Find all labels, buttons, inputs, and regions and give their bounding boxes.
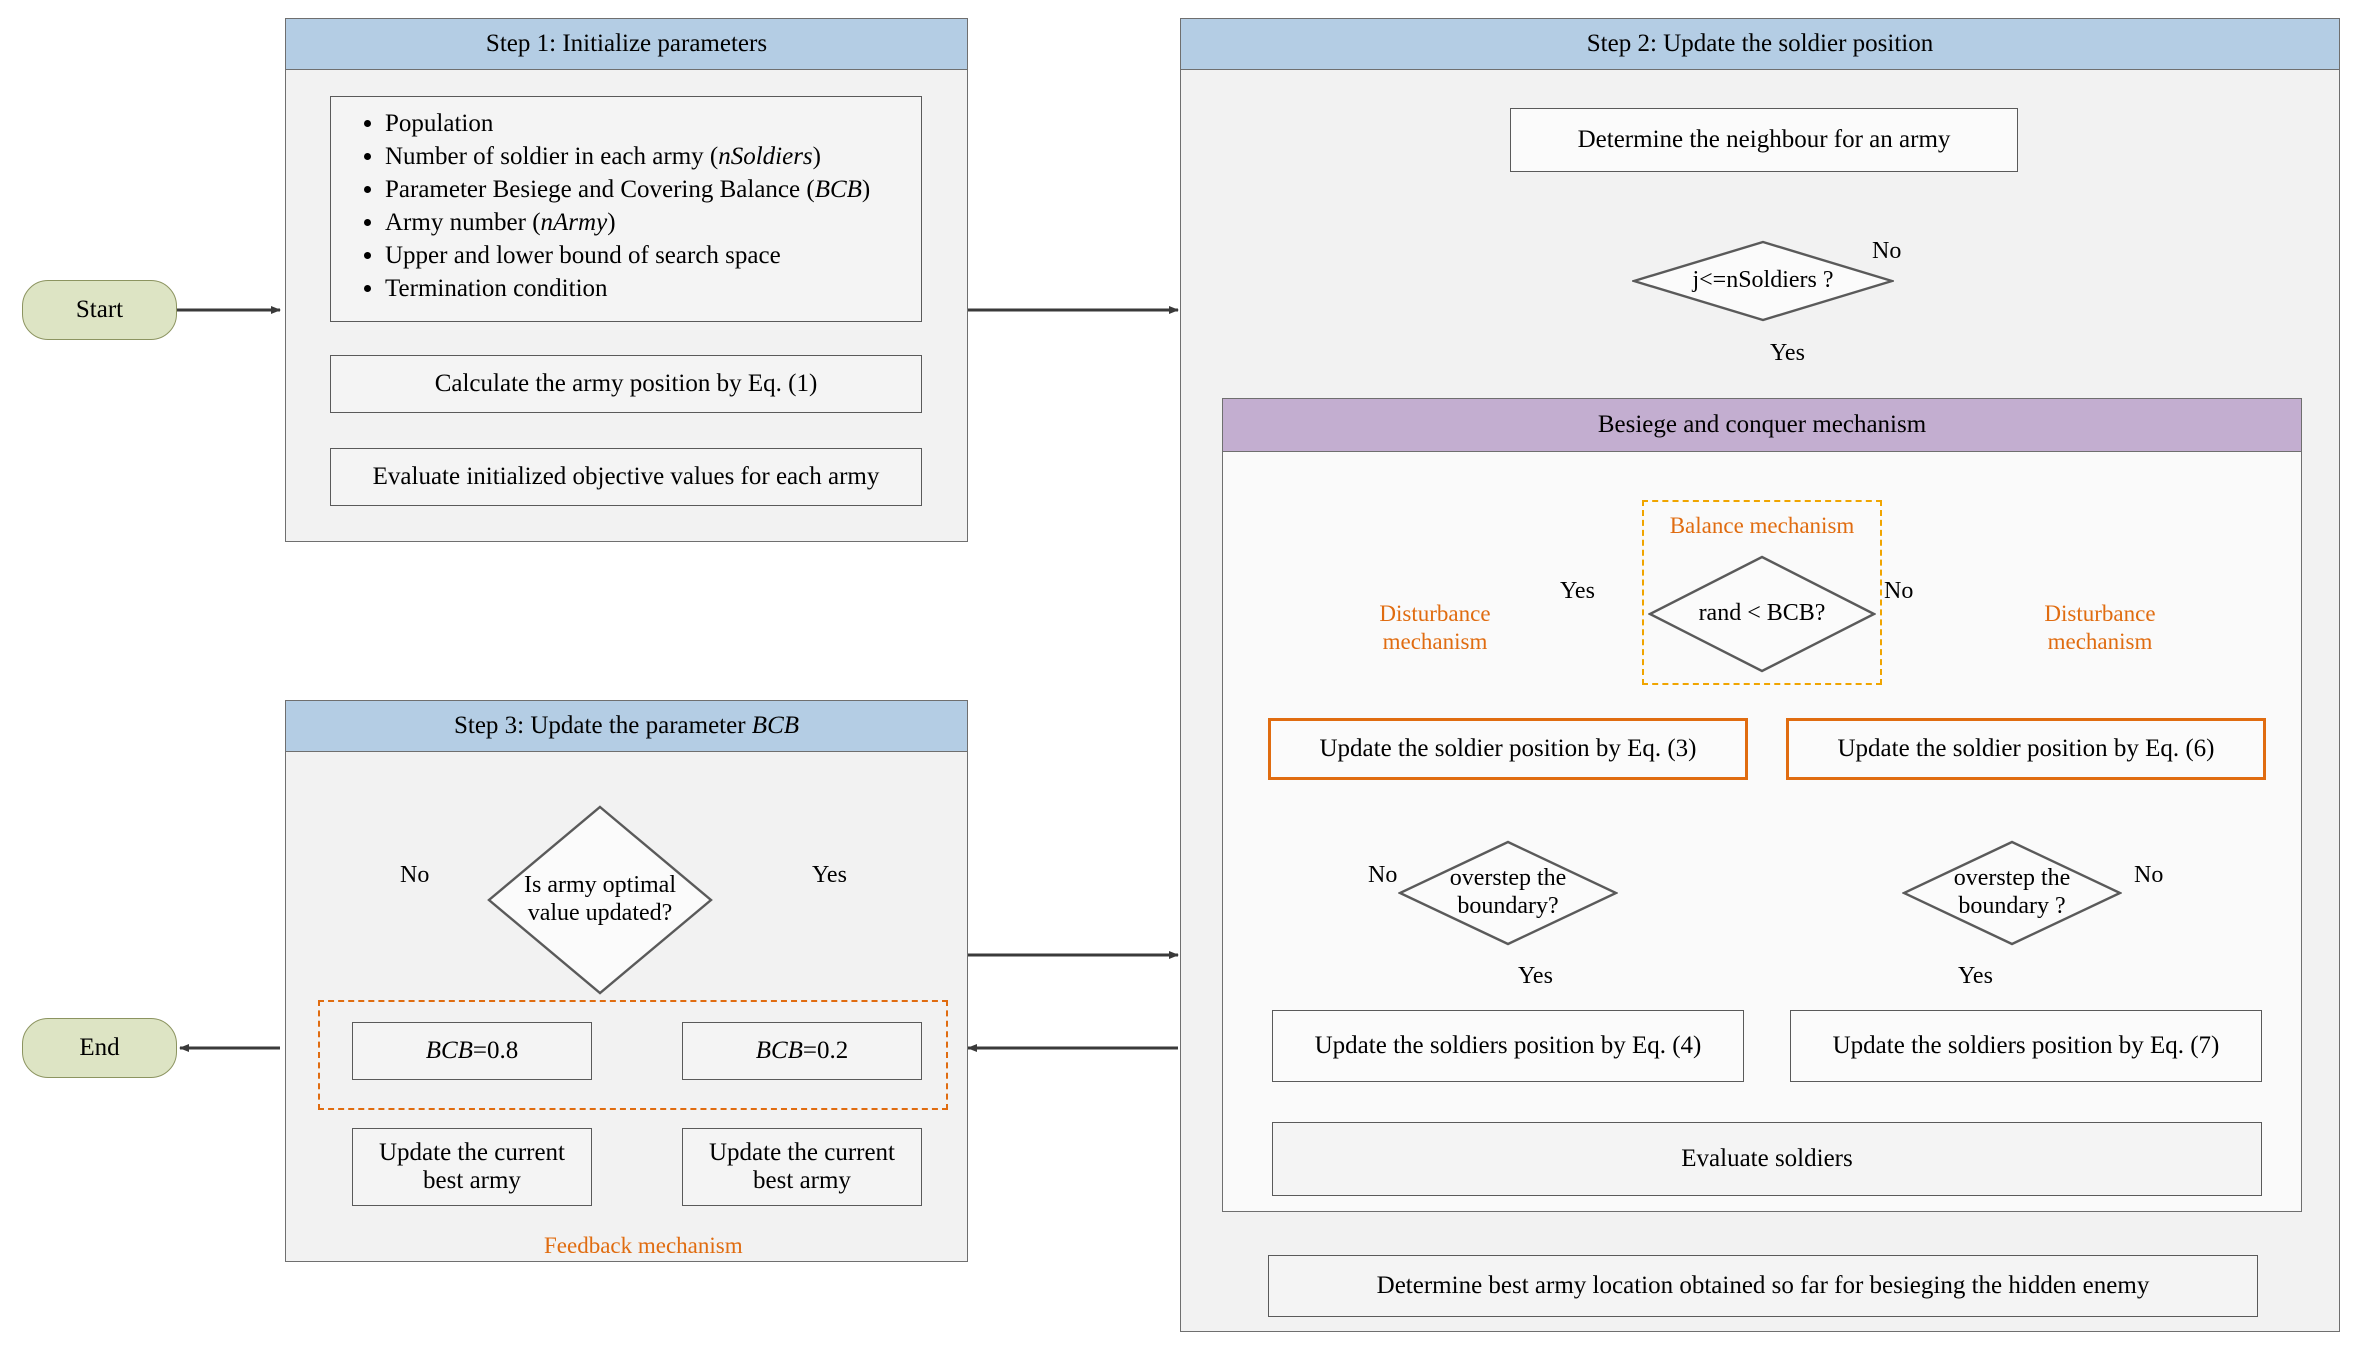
step2-rand-yes-label: Yes — [1560, 578, 1595, 604]
step3-decision-yes-label: Yes — [812, 862, 847, 888]
step2-overstep-left-no-label: No — [1368, 862, 1398, 888]
step3-decision-army-optimal — [487, 805, 713, 995]
step3-bcb-08-label: BCB=0.8 — [425, 1037, 519, 1064]
step2-decision-no-label: No — [1872, 238, 1902, 264]
step2-determine-neighbour — [1510, 108, 2018, 172]
list-item: • Number of soldier in each army (nSoldiers) — [385, 140, 907, 173]
step3-update-best-right-label: Update the current best army — [708, 1139, 896, 1194]
step3-bcb-08-box — [352, 1022, 592, 1080]
step2-overstep-right-no-label: No — [2134, 862, 2164, 888]
step2-disturbance-right-label: Disturbance mechanism — [2044, 601, 2156, 654]
step3-update-best-left-label: Update the current best army — [378, 1139, 566, 1194]
step2-update-soldiers-eq4 — [1272, 1010, 1744, 1082]
step1-evaluate-label: Evaluate initialized objective values for each army — [372, 463, 880, 490]
step2-besiege-banner — [1222, 398, 2302, 452]
step2-overstep-left-yes-label: Yes — [1518, 963, 1553, 989]
step2-decision-yes-label: Yes — [1770, 340, 1805, 366]
step1-evaluate-objective — [330, 448, 922, 506]
step2-disturbance-left-label: Disturbance mechanism — [1379, 601, 1491, 654]
step2-update-soldiers-eq7 — [1790, 1010, 2262, 1082]
step1-header-label: Step 1: Initialize parameters — [485, 30, 768, 57]
step1-calculate-label: Calculate the army position by Eq. (1) — [434, 370, 818, 397]
step3-bcb-02-label: BCB=0.2 — [755, 1037, 849, 1064]
step2-update-eq6-label: Update the soldier position by Eq. (6) — [1837, 735, 2215, 762]
step2-evaluate-soldiers — [1272, 1122, 2262, 1196]
step2-decision-overstep-right — [1902, 840, 2122, 946]
step2-header-label: Step 2: Update the soldier position — [1586, 30, 1934, 57]
step2-evaluate-soldiers-label: Evaluate soldiers — [1681, 1145, 1853, 1172]
step2-overstep-right-label: overstep the boundary ? — [1953, 865, 2071, 919]
step3-update-best-army-right — [682, 1128, 922, 1206]
step2-balance-mechanism-label: Balance mechanism — [1669, 513, 1855, 538]
step2-determine-neighbour-label: Determine the neighbour for an army — [1577, 126, 1951, 153]
step2-decision-nsoldiers-label: j<=nSoldiers ? — [1692, 267, 1834, 294]
step2-update-eq7-label: Update the soldiers position by Eq. (7) — [1832, 1032, 2220, 1059]
step1-parameter-list — [330, 96, 922, 322]
step3-update-best-army-left — [352, 1128, 592, 1206]
step3-header-label: Step 3: Update the parameter BCB — [453, 712, 800, 739]
step2-update-soldier-eq6 — [1786, 718, 2266, 780]
step2-update-soldier-eq3 — [1268, 718, 1748, 780]
step2-besiege-banner-label: Besiege and conquer mechanism — [1597, 411, 1927, 438]
step3-header — [285, 700, 968, 752]
step1-bullets — [345, 107, 907, 305]
step3-decision-no-label: No — [400, 862, 430, 888]
step3-feedback-mechanism-label: Feedback mechanism — [544, 1233, 743, 1258]
step1-calculate-army-position — [330, 355, 922, 413]
step3-decision-label: Is army optimal value updated? — [524, 872, 676, 926]
step3-bcb-02-box — [682, 1022, 922, 1080]
end-terminator — [22, 1018, 177, 1078]
step2-rand-no-label: No — [1884, 578, 1914, 604]
end-label: End — [79, 1034, 120, 1061]
list-item: • Parameter Besiege and Covering Balance (BCB) — [385, 173, 907, 206]
step2-overstep-left-label: overstep the boundary? — [1449, 865, 1567, 919]
list-item: • Termination condition — [385, 272, 907, 305]
step2-update-eq4-label: Update the soldiers position by Eq. (4) — [1314, 1032, 1702, 1059]
start-label: Start — [75, 296, 124, 323]
step2-update-eq3-label: Update the soldier position by Eq. (3) — [1319, 735, 1697, 762]
step2-decision-nsoldiers — [1632, 240, 1894, 322]
step2-decision-overstep-left — [1398, 840, 1618, 946]
step2-determine-best-army-label: Determine best army location obtained so far for besieging the hidden enemy — [1376, 1272, 2150, 1299]
step1-header — [285, 18, 968, 70]
step2-header — [1180, 18, 2340, 70]
step2-decision-rand-bcb — [1648, 555, 1876, 673]
step2-decision-rand-label: rand < BCB? — [1698, 600, 1826, 627]
step2-determine-best-army — [1268, 1255, 2258, 1317]
list-item: • Army number (nArmy) — [385, 206, 907, 239]
list-item: • Population — [385, 107, 907, 140]
start-terminator — [22, 280, 177, 340]
step2-overstep-right-yes-label: Yes — [1958, 963, 1993, 989]
list-item: • Upper and lower bound of search space — [385, 239, 907, 272]
